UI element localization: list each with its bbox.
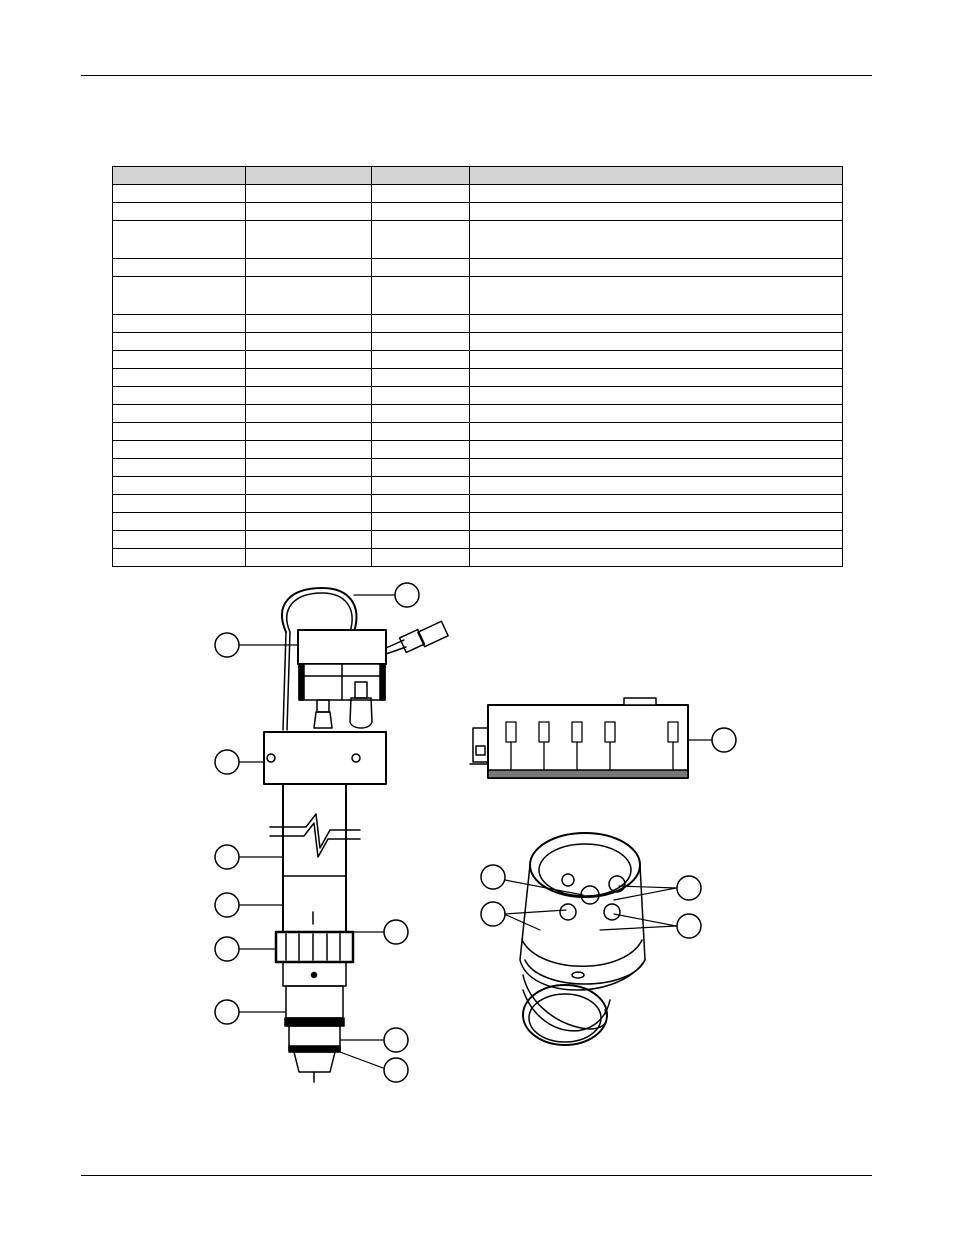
table-cell [246, 369, 372, 387]
table-cell [372, 441, 470, 459]
parts-table [112, 166, 843, 567]
table-cell [246, 277, 372, 315]
table-cell [246, 315, 372, 333]
table-cell [470, 185, 843, 203]
table-cell [470, 221, 843, 259]
table-header-row [113, 167, 843, 185]
callout-balloon [677, 914, 701, 938]
table-cell [372, 477, 470, 495]
table-row [113, 513, 843, 531]
table-cell [470, 459, 843, 477]
table-cell [113, 277, 246, 315]
table-cell [113, 549, 246, 567]
table-cell [470, 277, 843, 315]
table-cell [246, 531, 372, 549]
callout-balloon [481, 902, 505, 926]
callout-balloon [215, 893, 239, 917]
column-header [372, 167, 470, 185]
table-cell [470, 549, 843, 567]
table-cell [113, 423, 246, 441]
table-cell [470, 315, 843, 333]
table-cell [246, 185, 372, 203]
table-row [113, 277, 843, 315]
table-cell [470, 351, 843, 369]
column-header [470, 167, 843, 185]
table-cell [372, 203, 470, 221]
table-row [113, 351, 843, 369]
column-header [113, 167, 246, 185]
table-cell [470, 531, 843, 549]
table-cell [372, 405, 470, 423]
table-cell [113, 441, 246, 459]
table-cell [246, 333, 372, 351]
callout-balloon [215, 633, 239, 657]
table-cell [246, 387, 372, 405]
table-body [113, 185, 843, 567]
table-cell [470, 333, 843, 351]
table-cell [470, 423, 843, 441]
table-row [113, 459, 843, 477]
table-cell [372, 333, 470, 351]
callout-balloon [712, 728, 736, 752]
table-cell [372, 387, 470, 405]
callout-balloon [677, 876, 701, 900]
table-cell [113, 185, 246, 203]
table-cell [246, 441, 372, 459]
table-cell [246, 351, 372, 369]
manifold-side-view [470, 698, 688, 778]
callout-balloon [384, 1058, 408, 1082]
table-cell [246, 259, 372, 277]
torch-assembly-drawing [0, 570, 954, 1110]
table-cell [113, 351, 246, 369]
table-cell [113, 477, 246, 495]
table-cell [470, 203, 843, 221]
table-cell [372, 531, 470, 549]
torch-end-view [520, 833, 645, 1045]
table-cell [246, 221, 372, 259]
callout-balloon [384, 920, 408, 944]
table-cell [246, 459, 372, 477]
torch-side-view [264, 588, 448, 1082]
table-cell [372, 513, 470, 531]
table-row [113, 495, 843, 513]
column-header [246, 167, 372, 185]
table-cell [372, 351, 470, 369]
table-cell [113, 315, 246, 333]
callout-balloon [215, 1000, 239, 1024]
table-cell [246, 513, 372, 531]
table-cell [113, 513, 246, 531]
table-row [113, 259, 843, 277]
table-cell [470, 513, 843, 531]
table-cell [113, 333, 246, 351]
table-row [113, 441, 843, 459]
callout-balloon [215, 937, 239, 961]
table-cell [372, 185, 470, 203]
table-cell [372, 221, 470, 259]
table-cell [372, 423, 470, 441]
table-cell [470, 441, 843, 459]
callout-balloon [215, 750, 239, 774]
table-cell [113, 203, 246, 221]
table-row [113, 315, 843, 333]
table-cell [372, 259, 470, 277]
header-rule [81, 75, 872, 76]
table-row [113, 387, 843, 405]
table-cell [372, 277, 470, 315]
table-row [113, 221, 843, 259]
table-row [113, 333, 843, 351]
table-cell [470, 477, 843, 495]
table-cell [372, 495, 470, 513]
table-row [113, 405, 843, 423]
table-cell [372, 369, 470, 387]
footer-rule [81, 1175, 872, 1176]
callout-balloon [395, 583, 419, 607]
table-cell [113, 459, 246, 477]
table-row [113, 369, 843, 387]
callout-balloon [384, 1028, 408, 1052]
table-cell [470, 259, 843, 277]
table-cell [246, 549, 372, 567]
table-cell [372, 549, 470, 567]
table-cell [113, 387, 246, 405]
table-cell [246, 477, 372, 495]
table-cell [246, 495, 372, 513]
table-cell [246, 423, 372, 441]
table-cell [113, 531, 246, 549]
table-row [113, 423, 843, 441]
table-row [113, 549, 843, 567]
callout-balloons [215, 583, 736, 1082]
table-cell [372, 315, 470, 333]
table-row [113, 203, 843, 221]
table-cell [470, 405, 843, 423]
table-cell [113, 405, 246, 423]
table-cell [470, 495, 843, 513]
table-cell [113, 369, 246, 387]
table-row [113, 531, 843, 549]
callout-balloon [481, 865, 505, 889]
table-row [113, 477, 843, 495]
table-cell [246, 203, 372, 221]
table-cell [372, 459, 470, 477]
table-cell [113, 495, 246, 513]
table-cell [470, 387, 843, 405]
table-cell [246, 405, 372, 423]
table-cell [470, 369, 843, 387]
callout-balloon [215, 845, 239, 869]
table-cell [113, 259, 246, 277]
table-row [113, 185, 843, 203]
table-cell [113, 221, 246, 259]
